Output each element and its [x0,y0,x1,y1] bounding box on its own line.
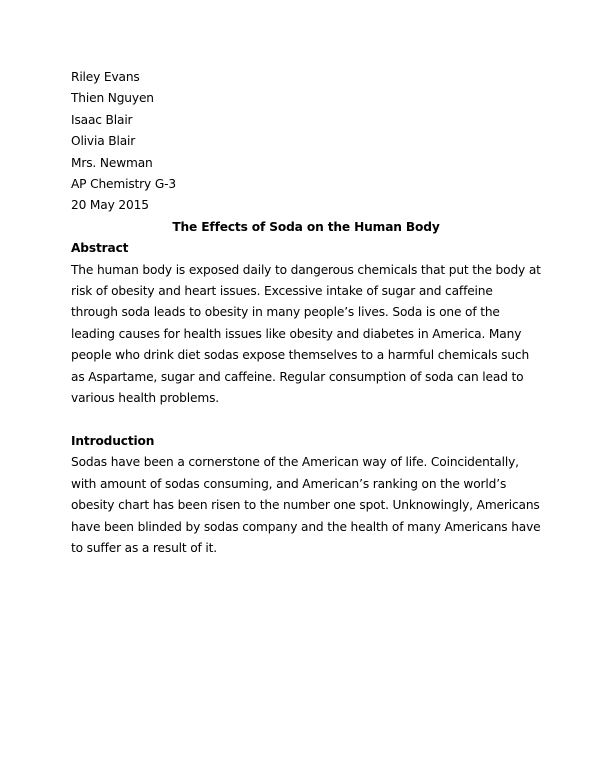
author-name: Olivia Blair [71,134,136,149]
abstract-heading: Abstract [71,241,129,256]
section-spacer [71,410,541,431]
document-date: 20 May 2015 [71,198,149,213]
author-name: Isaac Blair [71,112,133,127]
abstract-paragraph: The human body is exposed daily to dangerous chemicals that put the body at risk of obesity and heart issues. Excessive intake of sugar and caffeine through soda leads to obesity in many people’s lives. Soda is one of the leading causes for health issues like obesity and diabetes in America. Many people who drink diet sodas expose themselves to a harmful chemicals such as Aspartame, sugar and caffeine. Regular consumption of soda can lead to various health problems. [71,262,541,406]
teacher-name: Mrs. Newman [71,155,153,170]
document-title: The Effects of Soda on the Human Body [172,219,440,234]
author-name: Riley Evans [71,70,140,84]
document-body [71,67,541,559]
introduction-heading: Introduction [71,433,155,448]
course-name: AP Chemistry G-3 [71,177,176,192]
introduction-paragraph: Sodas have been a cornerstone of the American way of life. Coincidentally, with amount of sodas consuming, and American’s ranking on the world’s obesity chart has been risen to the number one spot. Unknowingly, Americans have been blinded by sodas company and the health of many Americans have to suffer as a result of it. [71,455,541,555]
author-name: Thien Nguyen [71,91,154,106]
